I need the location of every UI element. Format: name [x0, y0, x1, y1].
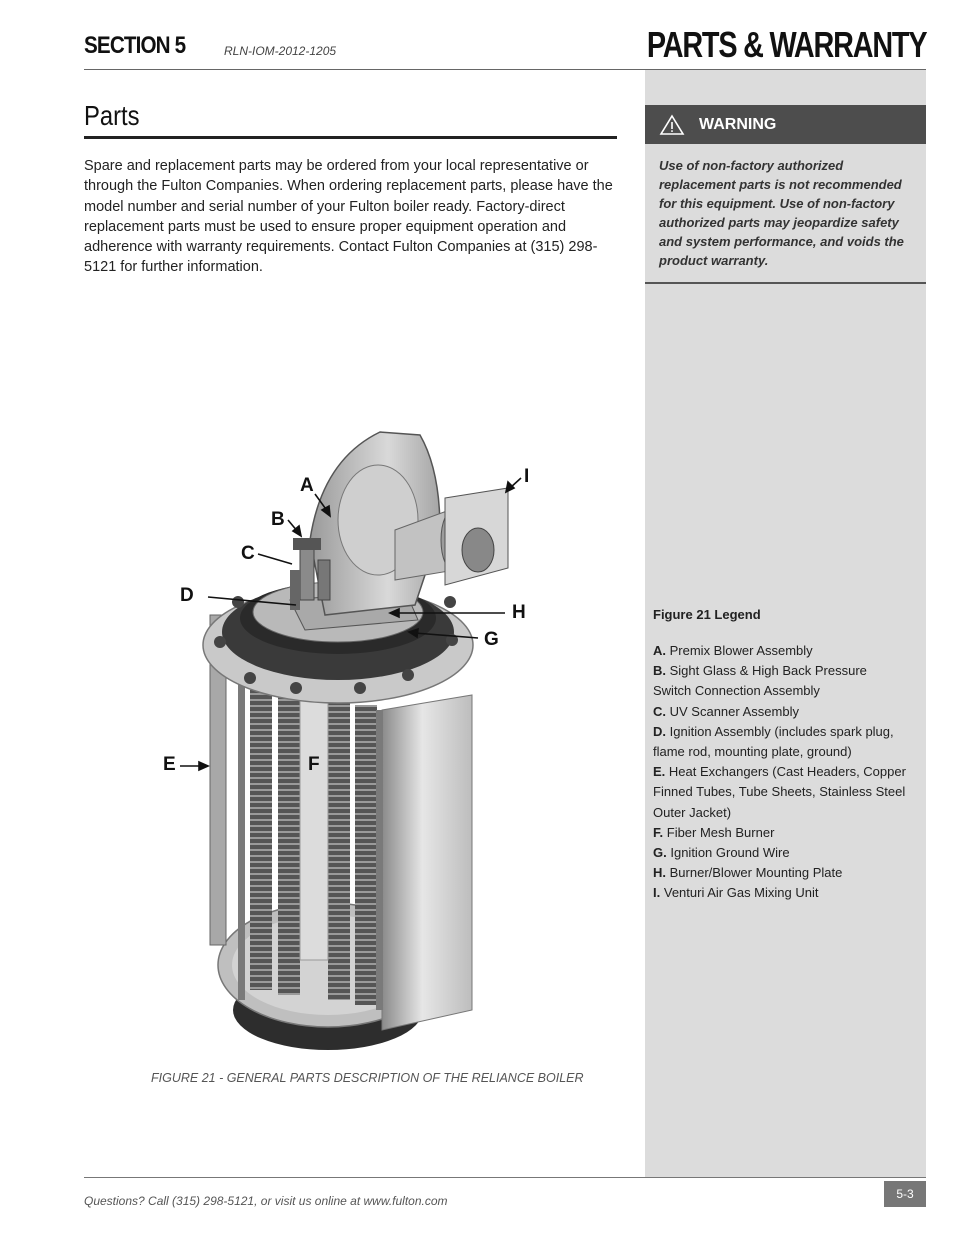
figure-label-e: E — [163, 754, 176, 775]
warning-triangle-icon — [659, 114, 687, 136]
legend-item — [653, 823, 908, 843]
figure-label-g: G — [484, 629, 499, 650]
warning-label: WARNING — [699, 115, 777, 133]
legend-key: H. — [653, 865, 666, 881]
legend-text: Heat Exchangers (Cast Headers, Copper Finned Tubes, Tube Sheets, Stainless Steel Outer Jacket) — [653, 764, 906, 820]
legend-key: B. — [653, 663, 666, 679]
legend-key: I. — [653, 885, 661, 901]
figure-label-f: F — [308, 754, 320, 775]
page-title: PARTS & WARRANTY — [646, 24, 926, 65]
legend-title: Figure 21 Legend — [653, 607, 761, 622]
figure-label-d: D — [180, 585, 194, 606]
legend-key: D. — [653, 723, 666, 739]
legend-item — [653, 641, 908, 661]
legend-item — [653, 722, 908, 762]
figure-label-c: C — [241, 543, 255, 564]
footer-divider — [84, 1177, 926, 1178]
legend-key: G. — [653, 845, 667, 861]
legend-text: Premix Blower Assembly — [669, 643, 813, 658]
parts-intro-paragraph: Spare and replacement parts may be ordered from your local representative or through the Fulton Companies. When ordering replacement parts, please have the model number and serial number of your Fulton boiler ready. Factory-direct replacement parts must be used to ensure proper equipment operation and adherence with warranty requirements. Contact Fulton Companies at (315) 298-5121 for further information. — [84, 158, 613, 276]
figure-legend — [653, 641, 908, 904]
header-divider — [84, 69, 926, 70]
boiler-figure — [150, 420, 570, 1070]
document-id: RLN-IOM-2012-1205 — [224, 44, 337, 58]
page-number: 5-3 — [884, 1181, 926, 1207]
legend-text: Ignition Assembly (includes spark plug, flame rod, mounting plate, ground) — [653, 723, 894, 760]
warning-divider — [645, 282, 926, 284]
legend-key: C. — [653, 703, 666, 719]
legend-text: Ignition Ground Wire — [670, 845, 790, 861]
legend-key: E. — [653, 764, 666, 780]
warning-header — [645, 105, 926, 144]
legend-item — [653, 843, 908, 863]
parts-heading: Parts — [84, 100, 140, 131]
footer-contact: Questions? Call (315) 298-5121, or visit us online at www.fulton.com — [84, 1194, 448, 1208]
legend-text: Fiber Mesh Burner — [666, 824, 775, 840]
parts-heading-rule — [84, 136, 617, 139]
legend-item — [653, 762, 908, 823]
warning-text: Use of non-factory authorized replacement parts is not recommended for this equipment. Use of non-factory authorized parts may jeopardize safety and system performance, and voids the product warranty. — [659, 158, 904, 268]
legend-text: Burner/Blower Mounting Plate — [669, 865, 843, 881]
legend-item — [653, 863, 908, 883]
legend-key: F. — [653, 824, 664, 840]
figure-label-a: A — [300, 475, 314, 496]
boiler-illustration — [150, 420, 570, 1070]
figure-caption: FIGURE 21 - GENERAL PARTS DESCRIPTION OF THE RELIANCE BOILER — [151, 1071, 584, 1085]
legend-item — [653, 883, 908, 903]
figure-label-h: H — [512, 602, 526, 623]
legend-key: A. — [653, 643, 666, 658]
figure-label-i: I — [524, 466, 530, 487]
legend-item — [653, 661, 908, 701]
figure-label-b: B — [271, 509, 285, 530]
legend-text: Venturi Air Gas Mixing Unit — [663, 885, 819, 901]
legend-item — [653, 702, 908, 722]
legend-text: UV Scanner Assembly — [669, 703, 799, 719]
section-label: SECTION 5 — [84, 32, 186, 59]
legend-text: Sight Glass & High Back Pressure Switch Connection Assembly — [653, 663, 867, 699]
